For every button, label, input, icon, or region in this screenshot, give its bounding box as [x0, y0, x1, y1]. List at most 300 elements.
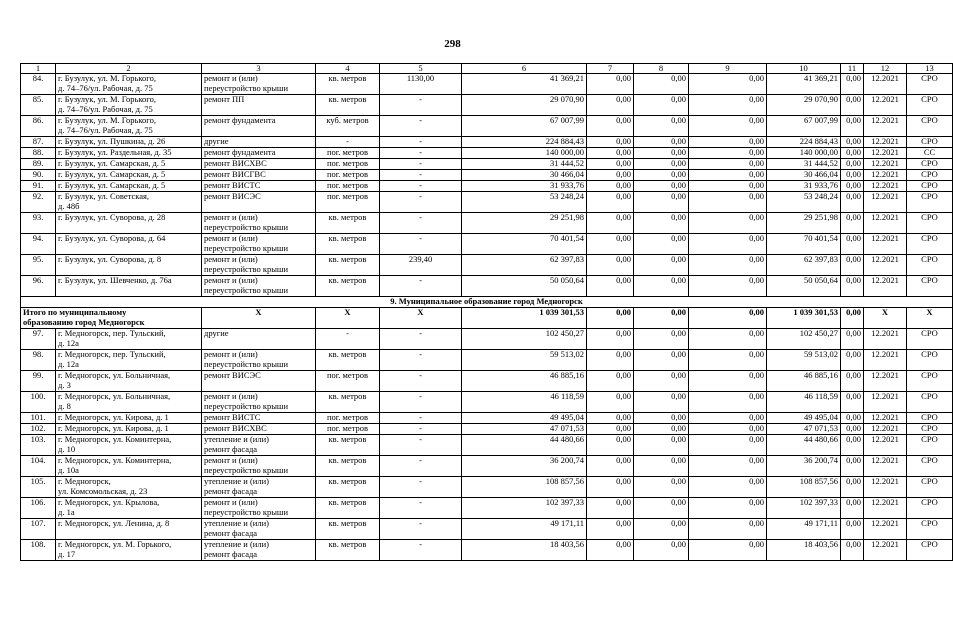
quantity-cell: - — [380, 213, 462, 234]
section-title: 9. Муниципальное образование город Медногорск — [21, 297, 953, 308]
address-cell — [56, 95, 202, 116]
value-cell: 0,00 — [841, 255, 864, 276]
quantity-cell: - — [380, 413, 462, 424]
quantity-cell: - — [380, 392, 462, 413]
quantity-cell: - — [380, 95, 462, 116]
cost-cell: 31 933,76 — [462, 181, 587, 192]
value-cell: 0,00 — [689, 435, 767, 456]
work-type-cell-line: ремонт ВИСХВС — [204, 158, 267, 169]
row-number: 100. — [21, 392, 56, 413]
value-cell: 0,00 — [841, 192, 864, 213]
quantity-cell: - — [380, 498, 462, 519]
row-number: 108. — [21, 540, 56, 561]
value-cell: 0,00 — [841, 276, 864, 297]
address-cell — [56, 424, 202, 435]
unit-cell: кв. метров — [316, 213, 380, 234]
address-cell-line: ул. Комсомольская, д. 23 — [58, 485, 148, 496]
work-type-cell-line: ремонт фасада — [204, 527, 258, 538]
value-cell: 0,00 — [587, 540, 634, 561]
work-type-cell — [202, 424, 316, 435]
row-number: 84. — [21, 74, 56, 95]
source-cell: СРО — [907, 498, 953, 519]
address-cell-line: г. Медногорск, ул. Коминтерна, — [58, 434, 172, 445]
table-row — [21, 137, 953, 148]
table-row — [21, 95, 953, 116]
work-type-cell-line: переустройство крыши — [204, 82, 289, 93]
address-cell-line: г. Бузулук, ул. Пушкина, д. 26 — [58, 136, 166, 147]
source-cell: СРО — [907, 519, 953, 540]
work-type-cell-line: ремонт и (или) — [204, 455, 258, 466]
value-cell: 0,00 — [634, 435, 689, 456]
column-number: 4 — [316, 64, 380, 74]
row-number: 89. — [21, 159, 56, 170]
value-cell: 0,00 — [587, 192, 634, 213]
address-cell — [56, 498, 202, 519]
quantity-cell: - — [380, 424, 462, 435]
cost-cell: 30 466,04 — [462, 170, 587, 181]
fund-cost-cell: 59 513,02 — [767, 350, 841, 371]
deadline-cell: 12.2021 — [864, 213, 907, 234]
total-cell: 0,00 — [634, 308, 689, 329]
value-cell: 0,00 — [587, 424, 634, 435]
unit-cell: куб. метров — [316, 116, 380, 137]
source-cell: СРО — [907, 234, 953, 255]
value-cell: 0,00 — [587, 276, 634, 297]
total-cell: X — [864, 308, 907, 329]
value-cell: 0,00 — [841, 424, 864, 435]
work-type-cell — [202, 255, 316, 276]
value-cell: 0,00 — [689, 276, 767, 297]
fund-cost-cell: 108 857,56 — [767, 477, 841, 498]
work-type-cell-line: ремонт и (или) — [204, 254, 258, 265]
row-number: 103. — [21, 435, 56, 456]
source-cell: СРО — [907, 371, 953, 392]
capital-repair-table — [20, 63, 953, 561]
table-row — [21, 371, 953, 392]
unit-cell: пог. метров — [316, 413, 380, 424]
deadline-cell: 12.2021 — [864, 498, 907, 519]
work-type-cell — [202, 371, 316, 392]
row-number: 86. — [21, 116, 56, 137]
fund-cost-cell: 36 200,74 — [767, 456, 841, 477]
value-cell: 0,00 — [841, 498, 864, 519]
value-cell: 0,00 — [587, 350, 634, 371]
value-cell: 0,00 — [634, 137, 689, 148]
address-cell-line: г. Медногорск, ул. Больничная, — [58, 370, 171, 381]
value-cell: 0,00 — [634, 456, 689, 477]
address-cell — [56, 192, 202, 213]
unit-cell: - — [316, 329, 380, 350]
deadline-cell: 12.2021 — [864, 234, 907, 255]
table-row — [21, 456, 953, 477]
value-cell: 0,00 — [689, 498, 767, 519]
address-cell — [56, 456, 202, 477]
work-type-cell-line: переустройство крыши — [204, 464, 289, 475]
address-cell-line: г. Медногорск, пер. Тульский, — [58, 349, 166, 360]
cost-cell: 36 200,74 — [462, 456, 587, 477]
address-cell-line: г. Бузулук, ул. М. Горького, — [58, 115, 156, 126]
value-cell: 0,00 — [841, 519, 864, 540]
deadline-cell: 12.2021 — [864, 392, 907, 413]
source-cell: СРО — [907, 413, 953, 424]
work-type-cell-line: ремонт фасада — [204, 485, 258, 496]
work-type-cell — [202, 159, 316, 170]
address-cell — [56, 137, 202, 148]
cost-cell: 53 248,24 — [462, 192, 587, 213]
table-row — [21, 234, 953, 255]
address-cell-line: д. 10 — [58, 443, 76, 454]
address-cell-line: г. Медногорск, ул. Кирова, д. 1 — [58, 423, 169, 434]
fund-cost-cell: 49 495,04 — [767, 413, 841, 424]
row-number: 96. — [21, 276, 56, 297]
quantity-cell: - — [380, 170, 462, 181]
value-cell: 0,00 — [841, 213, 864, 234]
value-cell: 0,00 — [689, 371, 767, 392]
unit-cell: пог. метров — [316, 371, 380, 392]
value-cell: 0,00 — [587, 181, 634, 192]
value-cell: 0,00 — [689, 192, 767, 213]
work-type-cell — [202, 329, 316, 350]
cost-cell: 44 480,66 — [462, 435, 587, 456]
page-number: 298 — [444, 38, 461, 50]
address-cell-line: г. Бузулук, ул. М. Горького, — [58, 94, 156, 105]
unit-cell: пог. метров — [316, 170, 380, 181]
work-type-cell-line: утепление и (или) — [204, 476, 269, 487]
work-type-cell-line: ремонт и (или) — [204, 497, 258, 508]
work-type-cell — [202, 519, 316, 540]
address-cell-line: д. 17 — [58, 548, 76, 559]
value-cell: 0,00 — [689, 74, 767, 95]
unit-cell: - — [316, 137, 380, 148]
work-type-cell-line: ремонт фундамента — [204, 147, 276, 158]
fund-cost-cell: 62 397,83 — [767, 255, 841, 276]
total-cell: 0,00 — [689, 308, 767, 329]
address-cell — [56, 477, 202, 498]
value-cell: 0,00 — [587, 234, 634, 255]
value-cell: 0,00 — [587, 116, 634, 137]
value-cell: 0,00 — [634, 424, 689, 435]
total-cell: X — [316, 308, 380, 329]
value-cell: 0,00 — [587, 392, 634, 413]
address-cell-line: д. 74–76/ул. Рабочая, д. 75 — [58, 124, 153, 135]
work-type-cell-line: ремонт ВИСХВС — [204, 423, 267, 434]
address-cell — [56, 371, 202, 392]
address-cell — [56, 519, 202, 540]
column-number-row — [21, 64, 953, 74]
quantity-cell: - — [380, 329, 462, 350]
work-type-cell — [202, 456, 316, 477]
value-cell: 0,00 — [841, 540, 864, 561]
quantity-cell: - — [380, 116, 462, 137]
address-cell-line: д. 74–76/ул. Рабочая, д. 75 — [58, 103, 153, 114]
value-cell: 0,00 — [634, 159, 689, 170]
total-cell: X — [202, 308, 316, 329]
value-cell: 0,00 — [689, 519, 767, 540]
source-cell: СРО — [907, 456, 953, 477]
fund-cost-cell: 140 000,00 — [767, 148, 841, 159]
source-cell: СРО — [907, 181, 953, 192]
address-cell — [56, 392, 202, 413]
source-cell: СРО — [907, 116, 953, 137]
source-cell: СРО — [907, 192, 953, 213]
work-type-cell — [202, 498, 316, 519]
column-number: 10 — [767, 64, 841, 74]
quantity-cell: - — [380, 435, 462, 456]
address-cell — [56, 540, 202, 561]
source-cell: СРО — [907, 392, 953, 413]
work-type-cell — [202, 392, 316, 413]
address-cell-line: г. Бузулук, ул. Самарская, д. 5 — [58, 169, 166, 180]
work-type-cell-line: ремонт и (или) — [204, 349, 258, 360]
unit-cell: кв. метров — [316, 498, 380, 519]
row-number: 93. — [21, 213, 56, 234]
value-cell: 0,00 — [634, 392, 689, 413]
deadline-cell: 12.2021 — [864, 170, 907, 181]
unit-cell: кв. метров — [316, 276, 380, 297]
source-cell: СРО — [907, 95, 953, 116]
work-type-cell — [202, 435, 316, 456]
work-type-cell-line: ремонт ВИСТС — [204, 180, 261, 191]
fund-cost-cell: 47 071,53 — [767, 424, 841, 435]
address-cell-line: д. 8 — [58, 400, 71, 411]
fund-cost-cell: 67 007,99 — [767, 116, 841, 137]
value-cell: 0,00 — [841, 159, 864, 170]
deadline-cell: 12.2021 — [864, 477, 907, 498]
deadline-cell: 12.2021 — [864, 329, 907, 350]
cost-cell: 41 369,21 — [462, 74, 587, 95]
address-cell-line: г. Бузулук, ул. Раздельная, д. 35 — [58, 147, 172, 158]
value-cell: 0,00 — [841, 170, 864, 181]
fund-cost-cell: 18 403,56 — [767, 540, 841, 561]
fund-cost-cell: 30 466,04 — [767, 170, 841, 181]
fund-cost-cell: 50 050,64 — [767, 276, 841, 297]
source-cell: СРО — [907, 170, 953, 181]
work-type-cell-line: переустройство крыши — [204, 221, 289, 232]
row-number: 98. — [21, 350, 56, 371]
address-cell — [56, 170, 202, 181]
value-cell: 0,00 — [587, 159, 634, 170]
address-cell-line: г. Бузулук, ул. Суворова, д. 28 — [58, 212, 166, 223]
value-cell: 0,00 — [841, 435, 864, 456]
address-cell-line: д. 48б — [58, 200, 80, 211]
cost-cell: 140 000,00 — [462, 148, 587, 159]
deadline-cell: 12.2021 — [864, 95, 907, 116]
deadline-cell: 12.2021 — [864, 540, 907, 561]
table-row — [21, 255, 953, 276]
row-number: 95. — [21, 255, 56, 276]
source-cell: СРО — [907, 540, 953, 561]
value-cell: 0,00 — [587, 498, 634, 519]
table-row — [21, 540, 953, 561]
value-cell: 0,00 — [841, 148, 864, 159]
value-cell: 0,00 — [689, 424, 767, 435]
source-cell: СРО — [907, 424, 953, 435]
value-cell: 0,00 — [689, 392, 767, 413]
address-cell-line: г. Медногорск, ул. Ленина, д. 8 — [58, 518, 170, 529]
value-cell: 0,00 — [689, 148, 767, 159]
value-cell: 0,00 — [841, 116, 864, 137]
address-cell — [56, 213, 202, 234]
row-number: 104. — [21, 456, 56, 477]
source-cell: СРО — [907, 276, 953, 297]
table-row — [21, 159, 953, 170]
unit-cell: кв. метров — [316, 435, 380, 456]
address-cell-line: г. Медногорск, — [58, 476, 111, 487]
source-cell: СРО — [907, 213, 953, 234]
unit-cell: кв. метров — [316, 519, 380, 540]
unit-cell: кв. метров — [316, 350, 380, 371]
deadline-cell: 12.2021 — [864, 192, 907, 213]
quantity-cell: 239,40 — [380, 255, 462, 276]
row-number: 101. — [21, 413, 56, 424]
value-cell: 0,00 — [634, 74, 689, 95]
deadline-cell: 12.2021 — [864, 350, 907, 371]
unit-cell: кв. метров — [316, 456, 380, 477]
unit-cell: пог. метров — [316, 148, 380, 159]
value-cell: 0,00 — [841, 95, 864, 116]
table-row — [21, 350, 953, 371]
row-number: 85. — [21, 95, 56, 116]
cost-cell: 31 444,52 — [462, 159, 587, 170]
fund-cost-cell: 102 450,27 — [767, 329, 841, 350]
row-number: 88. — [21, 148, 56, 159]
fund-cost-cell: 102 397,33 — [767, 498, 841, 519]
deadline-cell: 12.2021 — [864, 148, 907, 159]
table-row — [21, 116, 953, 137]
value-cell: 0,00 — [634, 371, 689, 392]
work-type-cell — [202, 95, 316, 116]
value-cell: 0,00 — [634, 192, 689, 213]
address-cell-line: г. Бузулук, ул. Шевченко, д. 76а — [58, 275, 172, 286]
value-cell: 0,00 — [587, 137, 634, 148]
cost-cell: 59 513,02 — [462, 350, 587, 371]
value-cell: 0,00 — [587, 95, 634, 116]
value-cell: 0,00 — [587, 213, 634, 234]
cost-cell: 49 495,04 — [462, 413, 587, 424]
value-cell: 0,00 — [634, 234, 689, 255]
source-cell: СРО — [907, 350, 953, 371]
value-cell: 0,00 — [841, 456, 864, 477]
value-cell: 0,00 — [587, 435, 634, 456]
cost-cell: 47 071,53 — [462, 424, 587, 435]
column-number: 9 — [689, 64, 767, 74]
cost-cell: 108 857,56 — [462, 477, 587, 498]
value-cell: 0,00 — [634, 519, 689, 540]
cost-cell: 70 401,54 — [462, 234, 587, 255]
address-cell-line: д. 10а — [58, 464, 79, 475]
value-cell: 0,00 — [689, 456, 767, 477]
table-row — [21, 170, 953, 181]
table-row — [21, 519, 953, 540]
work-type-cell-line: ремонт ВИСТС — [204, 412, 261, 423]
column-number: 7 — [587, 64, 634, 74]
quantity-cell: 1130,00 — [380, 74, 462, 95]
row-number: 91. — [21, 181, 56, 192]
deadline-cell: 12.2021 — [864, 519, 907, 540]
unit-cell: кв. метров — [316, 477, 380, 498]
quantity-cell: - — [380, 276, 462, 297]
value-cell: 0,00 — [634, 148, 689, 159]
value-cell: 0,00 — [689, 181, 767, 192]
work-type-cell-line: утепление и (или) — [204, 539, 269, 550]
work-type-cell — [202, 213, 316, 234]
value-cell: 0,00 — [689, 413, 767, 424]
value-cell: 0,00 — [634, 276, 689, 297]
quantity-cell: - — [380, 371, 462, 392]
work-type-cell-line: переустройство крыши — [204, 284, 289, 295]
deadline-cell: 12.2021 — [864, 424, 907, 435]
work-type-cell-line: ремонт ПП — [204, 94, 245, 105]
value-cell: 0,00 — [634, 540, 689, 561]
work-type-cell-line: переустройство крыши — [204, 506, 289, 517]
work-type-cell-line: утепление и (или) — [204, 434, 269, 445]
value-cell: 0,00 — [689, 540, 767, 561]
column-number: 3 — [202, 64, 316, 74]
address-cell-line: г. Медногорск, пер. Тульский, — [58, 328, 166, 339]
value-cell: 0,00 — [587, 477, 634, 498]
unit-cell: кв. метров — [316, 255, 380, 276]
table-row — [21, 413, 953, 424]
total-label-line: образованию город Медногорск — [23, 316, 145, 327]
deadline-cell: 12.2021 — [864, 435, 907, 456]
value-cell: 0,00 — [634, 213, 689, 234]
table-row — [21, 392, 953, 413]
quantity-cell: - — [380, 137, 462, 148]
table-row — [21, 477, 953, 498]
source-cell: СРО — [907, 435, 953, 456]
quantity-cell: - — [380, 234, 462, 255]
source-cell: СРО — [907, 137, 953, 148]
cost-cell: 46 118,59 — [462, 392, 587, 413]
fund-cost-cell: 70 401,54 — [767, 234, 841, 255]
fund-cost-cell: 53 248,24 — [767, 192, 841, 213]
deadline-cell: 12.2021 — [864, 116, 907, 137]
value-cell: 0,00 — [841, 413, 864, 424]
total-label — [21, 308, 202, 329]
fund-cost-cell: 224 884,43 — [767, 137, 841, 148]
column-number: 5 — [380, 64, 462, 74]
quantity-cell: - — [380, 350, 462, 371]
row-number: 107. — [21, 519, 56, 540]
value-cell: 0,00 — [634, 255, 689, 276]
quantity-cell: - — [380, 192, 462, 213]
source-cell: СРО — [907, 329, 953, 350]
quantity-cell: - — [380, 540, 462, 561]
cost-cell: 18 403,56 — [462, 540, 587, 561]
work-type-cell — [202, 234, 316, 255]
value-cell: 0,00 — [689, 350, 767, 371]
unit-cell: кв. метров — [316, 74, 380, 95]
deadline-cell: 12.2021 — [864, 276, 907, 297]
source-cell: СРО — [907, 255, 953, 276]
value-cell: 0,00 — [689, 329, 767, 350]
work-type-cell-line: другие — [204, 136, 229, 147]
unit-cell: пог. метров — [316, 159, 380, 170]
row-number: 105. — [21, 477, 56, 498]
work-type-cell — [202, 170, 316, 181]
value-cell: 0,00 — [587, 371, 634, 392]
total-cell: X — [380, 308, 462, 329]
address-cell-line: д. 12а — [58, 358, 79, 369]
address-cell — [56, 350, 202, 371]
value-cell: 0,00 — [587, 148, 634, 159]
work-type-cell — [202, 276, 316, 297]
deadline-cell: 12.2021 — [864, 137, 907, 148]
fund-cost-cell: 46 885,16 — [767, 371, 841, 392]
row-number: 90. — [21, 170, 56, 181]
work-type-cell-line: переустройство крыши — [204, 358, 289, 369]
value-cell: 0,00 — [587, 329, 634, 350]
